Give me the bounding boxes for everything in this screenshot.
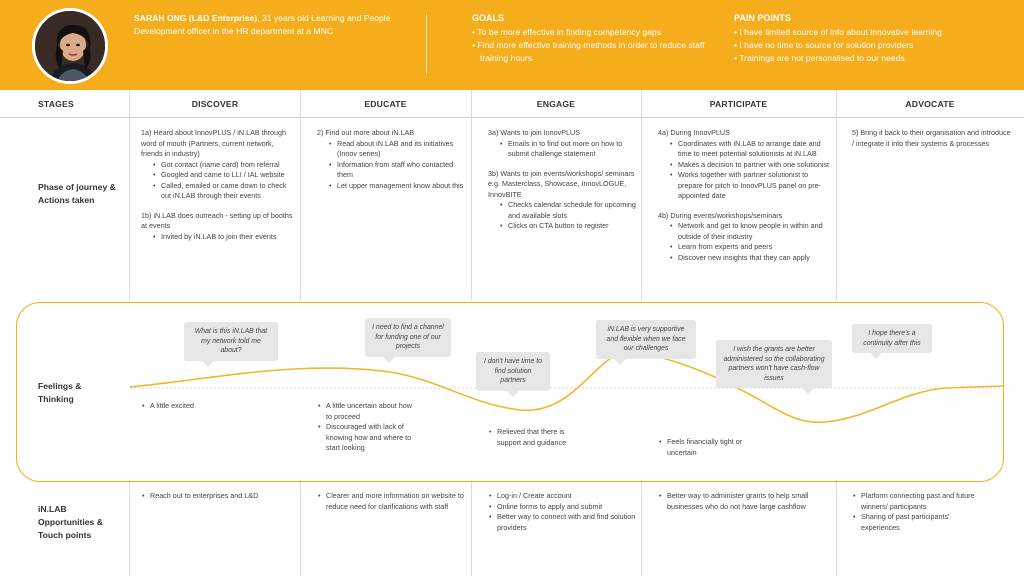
- opportunities-participate: [658, 491, 818, 512]
- opportunity-item: • Log-in / Create account: [488, 491, 636, 502]
- opportunity-item: • Better way to connect with and find solution providers: [488, 512, 636, 533]
- action-item: • Coordinates with iN.LAB to arrange date and time to meet potential solutionists at iN.LAB: [669, 139, 830, 160]
- feelings-educate: [317, 401, 417, 454]
- action-item: • Got contact (name card) from referral: [152, 160, 293, 171]
- action-item: • Let upper management know about this: [328, 181, 465, 192]
- emotion-line: [130, 351, 1004, 423]
- action-item: • Read about iN.LAB and its initiatives (Innov series): [328, 139, 465, 160]
- feeling-item: • A little excited: [141, 401, 291, 412]
- thought-bubble-participate: I wish the grants are better administered so the collaborating partners won't have cash-flow issues: [716, 340, 832, 388]
- persona-role: Learning and People Development officer in the HR department at a MNC: [134, 13, 391, 36]
- opportunity-item: • Reach out to enterprises and L&D: [141, 491, 291, 502]
- feeling-item: • A little uncertain about how to proceed: [317, 401, 417, 422]
- action-item: • Discover new insights that they can apply: [669, 253, 830, 264]
- action-item: • Network and get to know people in within and outside of their industry: [669, 221, 830, 242]
- pain-point-item: • Trainings are not personalised to our needs: [734, 52, 1014, 65]
- action-item: • Googled and came to LLI / IAL website: [152, 170, 293, 181]
- action-item: • Learn from experts and peers: [669, 242, 830, 253]
- opportunities-advocate: [852, 491, 978, 533]
- feelings-discover: [141, 401, 291, 412]
- feeling-item: • Discouraged with lack of knowing how and where to start looking: [317, 422, 417, 454]
- stage-educate: EDUCATE: [364, 99, 407, 109]
- stage-engage: ENGAGE: [536, 99, 576, 109]
- goals-title: GOALS: [472, 13, 505, 23]
- goal-item: • To be more effective in finding competency gaps: [472, 26, 722, 39]
- action-item: • Checks calendar schedule for upcoming and available slots: [499, 200, 636, 221]
- thought-bubble-engage: I don't have time to find solution partners: [476, 352, 550, 391]
- action-item: • Clicks on CTA button to register: [499, 221, 636, 232]
- thought-bubble-engage-participate: iN.LAB is very supportive and flexible when we face our challenges: [596, 320, 696, 359]
- thought-bubble-educate: I need to find a channel for funding one of our projects: [365, 318, 451, 357]
- stage-advocate: ADVOCATE: [905, 99, 955, 109]
- row-label-feelings: Feelings & Thinking: [38, 381, 82, 404]
- feeling-item: • Feels financially tight or uncertain: [658, 437, 748, 458]
- action-item: • Makes a decision to partner with one solutionist: [669, 160, 830, 171]
- pain-points-title: PAIN POINTS: [734, 13, 791, 23]
- action-heading: 4a) During InnovPLUS: [658, 128, 730, 137]
- stage-discover: DISCOVER: [191, 99, 239, 109]
- feeling-item: • Relieved that there is support and guidance: [488, 427, 572, 448]
- opportunity-item: • Online forms to apply and submit: [488, 502, 636, 513]
- action-item: • Invited by iN.LAB to join their events: [152, 232, 293, 243]
- opportunities-engage: [488, 491, 636, 533]
- action-heading: 3a) Wants to join InnovPLUS: [488, 128, 581, 137]
- opportunity-item: • Better way to administer grants to help small businesses who do not have large cashflow: [658, 491, 818, 512]
- action-heading: 2) Find out more about iN.LAB: [317, 128, 415, 137]
- opportunities-discover: [141, 491, 291, 502]
- thought-bubble-discover: What is this iN.LAB that my network told me about?: [184, 322, 278, 361]
- action-heading: 3b) Wants to join events/workshops/ seminars e.g. Masterclass, Showcase, InnovLOGUE, InnovBITE: [488, 168, 635, 199]
- feelings-engage: [488, 427, 572, 448]
- opportunity-item: • Platform connecting past and future winners/ participants: [852, 491, 978, 512]
- persona-name: SARAH ONG (L&D Enterprise): [134, 13, 258, 23]
- goal-item: • Find more effective training methods in order to reduce staff training hours: [472, 39, 722, 65]
- pain-point-item: • I have limited source of info about innovative learning: [734, 26, 1014, 39]
- action-item: • Information from staff who contacted them: [328, 160, 465, 181]
- opportunities-educate: [317, 491, 467, 512]
- opportunity-item: • Sharing of past participants' experiences: [852, 512, 978, 533]
- stage-participate: PARTICIPATE: [709, 99, 768, 109]
- action-heading: 5) Bring it back to their organisation and introduce / integrate it into their systems & processes: [852, 128, 1011, 148]
- action-item: • Works together with partner solutionist to prepare for pitch to InnovPLUS panel on pre-appointed date: [669, 170, 830, 202]
- row-label-opportunities: iN.LAB Opportunities & Touch points: [38, 504, 103, 540]
- opportunity-item: • Clearer and more information on website to reduce need for clarifications with staff: [317, 491, 467, 512]
- action-item: • Called, emailed or came down to check out iN.LAB through their events: [152, 181, 293, 202]
- action-heading: 1a) Heard about InnovPLUS / iN.LAB through word of mouth (Partners, current network, friends in industry): [141, 128, 287, 158]
- action-heading: 1b) iN.LAB does outreach - setting up of booths at events: [141, 210, 293, 230]
- action-item: • Emails in to find out more on how to submit challenge statement: [499, 139, 636, 160]
- persona-age: , 31 years old: [257, 13, 309, 23]
- pain-point-item: • I have no time to source for solution providers: [734, 39, 1014, 52]
- thought-bubble-advocate: I hope there's a continuity after this: [852, 324, 932, 353]
- action-heading: 4b) During events/workshops/seminars: [658, 210, 783, 220]
- stages-label: STAGES: [38, 99, 74, 109]
- feelings-participate: [658, 437, 748, 458]
- row-label-actions: Phase of journey & Actions taken: [38, 182, 116, 205]
